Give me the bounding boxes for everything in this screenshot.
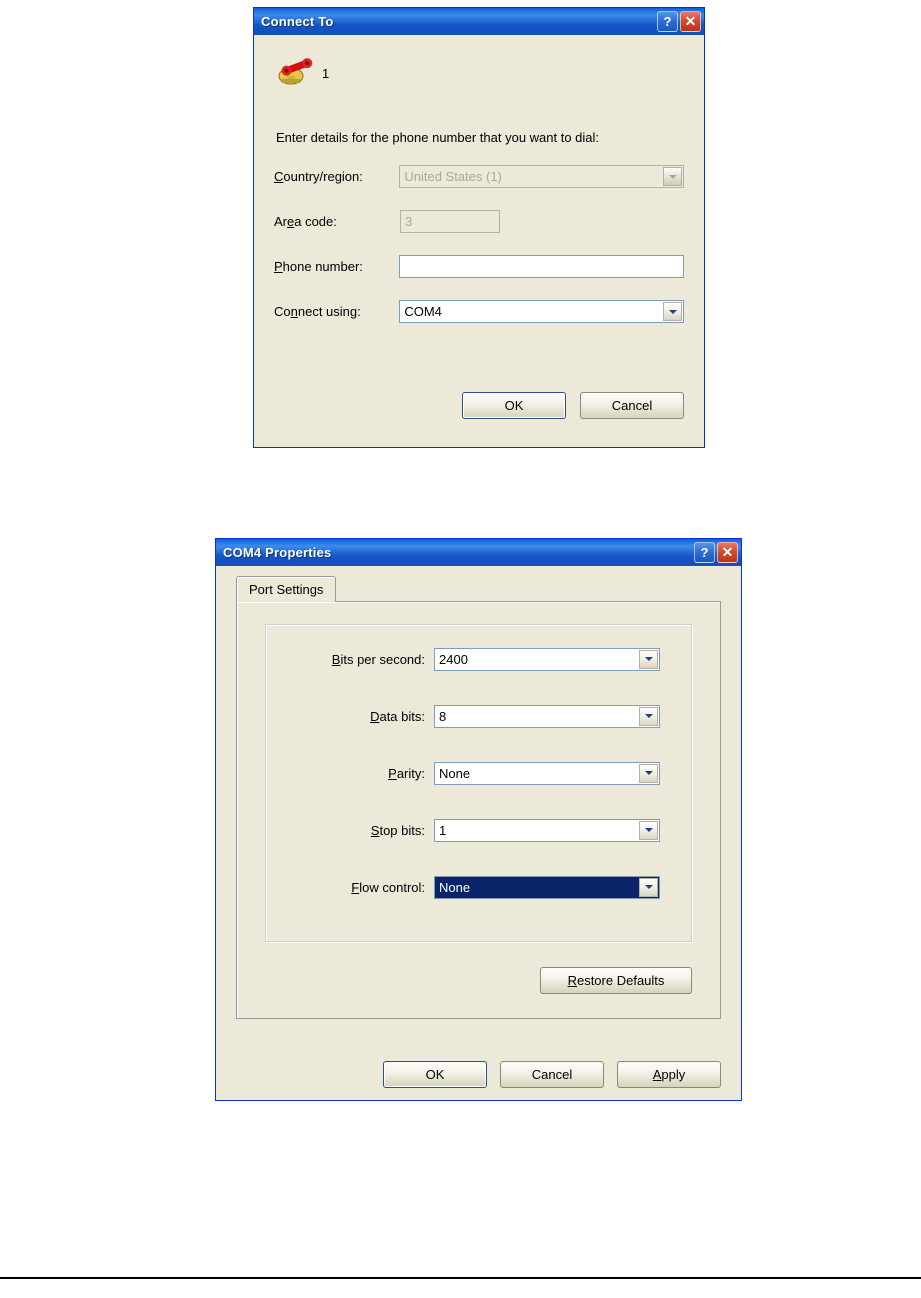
- com4-properties-window-buttons: [694, 542, 738, 563]
- phone-number-input[interactable]: [399, 255, 684, 278]
- chevron-down-icon[interactable]: [639, 878, 658, 897]
- chevron-down-icon[interactable]: [639, 764, 658, 783]
- area-code-row: [274, 209, 684, 234]
- parity-row: [266, 761, 667, 785]
- parity-value: None: [439, 765, 471, 781]
- dialog-prompt: Enter details for the phone number that you want to dial:: [276, 130, 600, 145]
- close-icon[interactable]: ✕: [680, 11, 701, 32]
- flow-control-row: [266, 875, 667, 899]
- connect-using-label: Connect using:: [274, 304, 361, 319]
- country-region-value: United States (1): [404, 169, 502, 184]
- country-region-label: Country/region:: [274, 169, 363, 184]
- restore-defaults-button[interactable]: [540, 967, 692, 994]
- tab-port-settings[interactable]: Port Settings: [236, 576, 336, 602]
- close-icon[interactable]: ✕: [717, 542, 738, 563]
- connect-to-dialog: [253, 7, 705, 448]
- country-region-row: [274, 164, 684, 189]
- area-code-label: Area code:: [274, 214, 337, 229]
- apply-button[interactable]: [617, 1061, 721, 1088]
- phone-number-row: [274, 254, 684, 279]
- connection-header: [278, 57, 684, 89]
- connect-to-titlebar[interactable]: [254, 8, 704, 35]
- tabstrip: [236, 576, 731, 602]
- parity-combo[interactable]: [434, 762, 660, 785]
- stop-bits-value: 1: [439, 822, 447, 838]
- parity-label: Parity:: [388, 765, 425, 781]
- connect-to-buttons: [462, 392, 684, 419]
- chevron-down-icon[interactable]: [663, 167, 682, 186]
- com4-properties-titlebar[interactable]: [216, 539, 741, 566]
- bits-per-second-combo[interactable]: [434, 648, 660, 671]
- port-settings-page: [236, 601, 721, 1019]
- chevron-down-icon[interactable]: [663, 302, 682, 321]
- flow-control-value: None: [439, 879, 471, 895]
- data-bits-label: Data bits:: [370, 708, 425, 724]
- flow-control-label: Flow control:: [351, 879, 425, 895]
- com4-properties-dialog: [215, 538, 742, 1101]
- connect-using-row: [274, 299, 684, 324]
- connect-to-window-buttons: [657, 11, 701, 32]
- phone-icon: [278, 57, 314, 89]
- restore-defaults-label: Restore Defaults: [567, 973, 665, 988]
- bits-per-second-value: 2400: [439, 651, 468, 667]
- com4-properties-title: COM4 Properties: [223, 545, 332, 560]
- connect-to-body: [254, 35, 704, 447]
- area-code-input[interactable]: [400, 210, 500, 233]
- stop-bits-label: Stop bits:: [370, 822, 425, 838]
- cancel-button[interactable]: Cancel: [500, 1061, 604, 1088]
- connect-using-value: COM4: [404, 304, 442, 319]
- chevron-down-icon[interactable]: [639, 707, 658, 726]
- data-bits-value: 8: [439, 708, 447, 724]
- page-divider: [0, 1277, 921, 1279]
- bits-per-second-row: [266, 647, 667, 671]
- apply-label: Apply: [652, 1067, 686, 1082]
- connect-to-fields: [274, 164, 684, 324]
- chevron-down-icon[interactable]: [639, 650, 658, 669]
- phone-number-label: Phone number:: [274, 259, 363, 274]
- cancel-button[interactable]: Cancel: [580, 392, 684, 419]
- port-settings-group: [265, 624, 692, 942]
- help-icon[interactable]: ?: [694, 542, 715, 563]
- stop-bits-combo[interactable]: [434, 819, 660, 842]
- data-bits-combo[interactable]: [434, 705, 660, 728]
- ok-button[interactable]: OK: [462, 392, 566, 419]
- data-bits-row: [266, 704, 667, 728]
- help-icon[interactable]: ?: [657, 11, 678, 32]
- chevron-down-icon[interactable]: [639, 821, 658, 840]
- connect-using-combo[interactable]: [399, 300, 684, 323]
- area-code-value: 3: [405, 214, 413, 229]
- connect-to-title: Connect To: [261, 14, 334, 29]
- country-region-combo[interactable]: [399, 165, 684, 188]
- port-settings-fields: [266, 625, 691, 899]
- ok-button[interactable]: OK: [383, 1061, 487, 1088]
- connection-name: 1: [322, 65, 330, 81]
- com4-properties-body: [216, 566, 741, 1100]
- bits-per-second-label: Bits per second:: [331, 651, 425, 667]
- stop-bits-row: [266, 818, 667, 842]
- flow-control-combo[interactable]: [434, 876, 660, 899]
- com4-properties-buttons: [216, 1061, 731, 1088]
